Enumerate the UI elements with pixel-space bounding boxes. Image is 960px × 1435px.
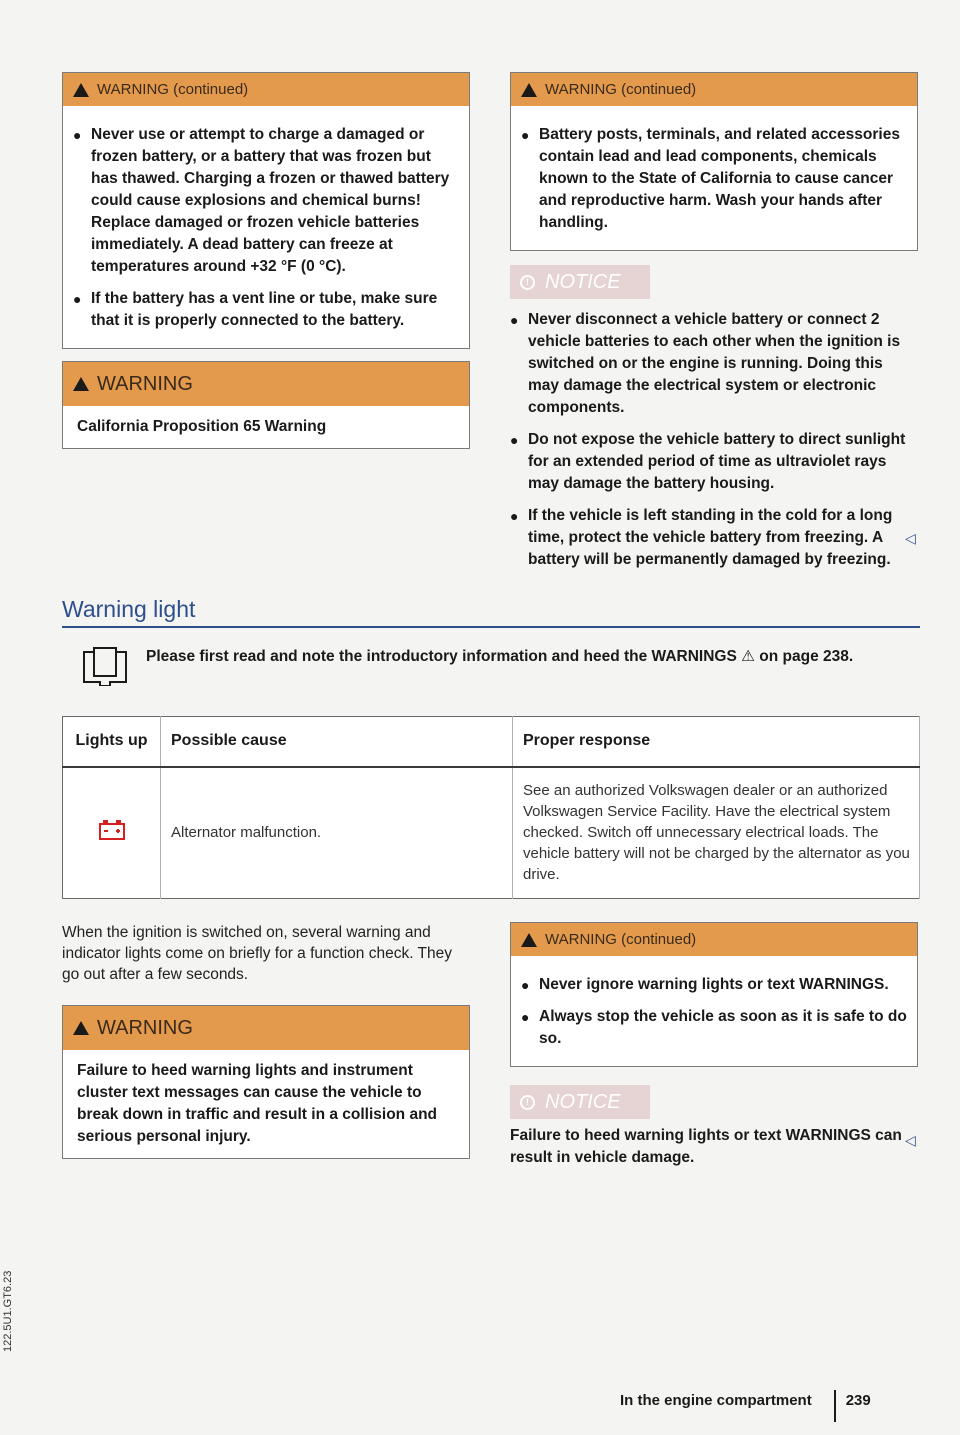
warning-body xyxy=(511,106,917,250)
warning-light-table xyxy=(62,716,920,899)
notice-badge xyxy=(510,265,650,299)
end-of-section-icon: ◁ xyxy=(905,1132,916,1148)
warning-triangle-icon xyxy=(73,83,89,97)
warning-body xyxy=(511,956,917,1066)
table-cell-cause: Alternator malfunction. xyxy=(161,767,513,899)
footer-section-title: In the engine compartment xyxy=(620,1391,812,1409)
notice-block-battery xyxy=(510,265,918,571)
warning-header-label: WARNING xyxy=(97,1016,193,1039)
table-cell-response: See an authorized Volkswagen dealer or an authorized Volkswagen Service Facility. Have the electrical system checked. Switch off unnecessary electrical loads. The vehicle battery will not be charged by the alternator as you drive. xyxy=(513,767,920,899)
bullet-icon: ● xyxy=(510,312,519,328)
info-icon: ! xyxy=(520,1095,535,1110)
warning-header-label: WARNING (continued) xyxy=(545,81,697,98)
notice-body: Failure to heed warning lights or text WARNINGS can result in vehicle damage. xyxy=(510,1127,902,1166)
left-column-bottom xyxy=(62,922,470,1159)
column-header: Possible cause xyxy=(161,717,513,767)
list-item xyxy=(521,124,907,234)
warning-header xyxy=(63,1006,469,1050)
section-title: Warning light xyxy=(62,596,196,622)
page-number: 239 xyxy=(845,1391,871,1409)
bullet-icon: ● xyxy=(73,291,82,307)
warning-box-failure xyxy=(62,1005,470,1159)
column-header: Proper response xyxy=(513,717,920,767)
bullet-icon: ● xyxy=(521,127,530,143)
intro-note xyxy=(80,646,900,686)
table-header-row xyxy=(63,717,920,767)
bullet-text: Never disconnect a vehicle battery or connect 2 vehicle batteries to each other when the ignition is switched on or the engine is running. Doing this may damage the electrical system or electronic components. xyxy=(528,311,901,416)
column-header: Lights up xyxy=(63,717,161,767)
warning-header-label: WARNING (continued) xyxy=(545,931,697,948)
bullet-icon: ● xyxy=(510,432,519,448)
warning-header xyxy=(63,73,469,106)
bullet-icon: ● xyxy=(521,977,530,993)
bullet-text: If the battery has a vent line or tube, make sure that it is properly connected to the battery. xyxy=(91,290,438,329)
end-of-section-icon: ◁ xyxy=(905,530,916,546)
list-item xyxy=(73,124,459,278)
list-item xyxy=(73,288,459,332)
right-column-bottom xyxy=(510,922,918,1169)
notice-block-failure xyxy=(510,1085,918,1169)
list-item xyxy=(510,309,918,419)
warning-triangle-icon xyxy=(521,83,537,97)
battery-warning-icon xyxy=(97,819,127,841)
notice-body xyxy=(510,309,918,571)
warning-header xyxy=(511,73,917,106)
bullet-text: Never ignore warning lights or text WARNINGS. xyxy=(539,976,889,993)
warning-header xyxy=(511,923,917,956)
warning-body xyxy=(63,106,469,348)
warning-header-label: WARNING (continued) xyxy=(97,81,249,98)
bullet-text: Always stop the vehicle as soon as it is safe to do so. xyxy=(539,1008,907,1047)
notice-label: NOTICE xyxy=(545,1090,621,1113)
bullet-text: Battery posts, terminals, and related accessories contain lead and lead components, chemicals known to the State of California to cause cancer and reproductive harm. Wash your hands after handling. xyxy=(539,126,900,231)
footer-divider xyxy=(834,1390,836,1422)
warning-header xyxy=(63,362,469,406)
warning-triangle-icon xyxy=(73,377,89,391)
document-code: 122.5U1.GT6.23 xyxy=(2,1270,14,1352)
warning-box-ignore xyxy=(510,922,918,1067)
warning-triangle-icon xyxy=(521,933,537,947)
bullet-text: If the vehicle is left standing in the cold for a long time, protect the vehicle battery from freezing. A battery will be permanently damaged by freezing. xyxy=(528,507,893,568)
bullet-icon: ● xyxy=(521,1009,530,1025)
warning-box-prop65 xyxy=(62,361,470,449)
list-item xyxy=(510,505,918,571)
list-item xyxy=(510,429,918,495)
table-cell-light xyxy=(63,767,161,899)
bullet-icon: ● xyxy=(510,508,519,524)
list-item xyxy=(521,1006,907,1050)
warning-body: California Proposition 65 Warning xyxy=(77,418,327,435)
page-footer xyxy=(620,1384,871,1416)
warning-box-lead xyxy=(510,72,918,251)
warning-box-battery xyxy=(62,72,470,349)
right-column-top xyxy=(510,72,918,577)
warning-body: Failure to heed warning lights and instrument cluster text messages can cause the vehicle to break down in traffic and result in a collision and serious personal injury. xyxy=(77,1062,438,1145)
info-paragraph: When the ignition is switched on, several warning and indicator lights come on briefly for a function check. They go out after a few seconds. xyxy=(62,924,452,983)
list-item xyxy=(521,974,907,996)
bullet-icon: ● xyxy=(73,127,82,143)
warning-triangle-icon xyxy=(73,1021,89,1035)
book-reference-icon xyxy=(80,646,130,686)
left-column-top xyxy=(62,72,470,449)
bullet-text: Never use or attempt to charge a damaged or frozen battery, or a battery that was frozen but has thawed. Charging a frozen or thawed battery could cause explosions and chemical burns! Replace damaged or frozen vehicle batteries immediately. A dead battery can freeze at temperatures around +32 °F (0 °C). xyxy=(91,126,450,275)
intro-text: Please first read and note the introductory information and heed the WARNINGS ⚠ on page 238. xyxy=(146,648,854,665)
warning-header-label: WARNING xyxy=(97,372,193,395)
table-row xyxy=(63,767,920,899)
bullet-text: Do not expose the vehicle battery to direct sunlight for an extended period of time as ultraviolet rays may damage the battery housing. xyxy=(528,431,906,492)
section-divider xyxy=(62,626,920,628)
notice-badge xyxy=(510,1085,650,1119)
info-icon: ! xyxy=(520,275,535,290)
notice-label: NOTICE xyxy=(545,270,621,293)
